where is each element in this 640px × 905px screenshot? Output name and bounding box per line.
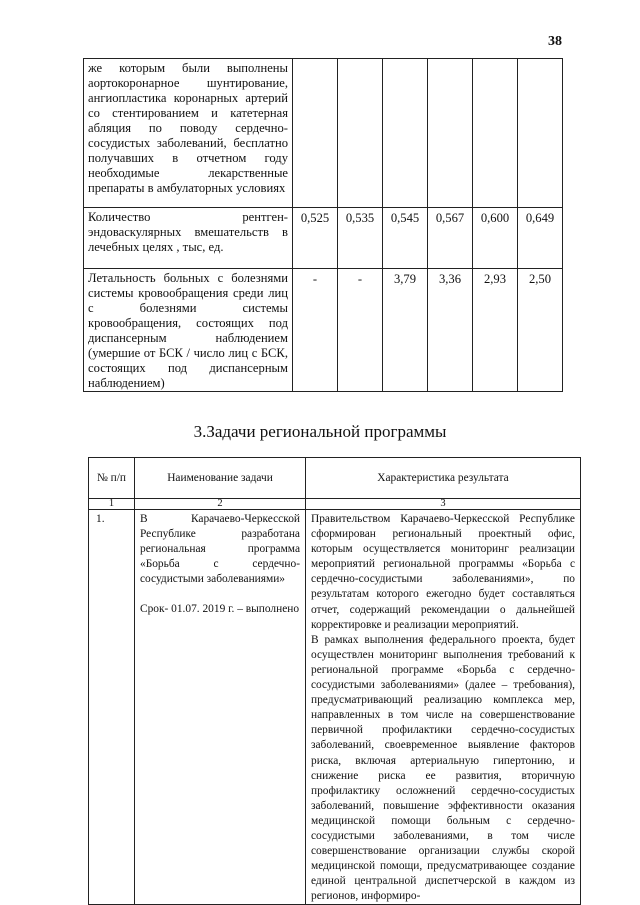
indicator-name: Летальность больных с болезнями системы кровообращения среди лиц с болезнями системы кровообращения, состоящих под диспансерным наблюдением (умершие от БСК / число лиц с БСК, состоящих под диспансерным наблюдением) bbox=[84, 269, 293, 392]
indicator-value bbox=[518, 59, 563, 208]
table-row bbox=[84, 269, 563, 392]
indicator-value: 0,545 bbox=[383, 208, 428, 269]
header-result: Характеристика результата bbox=[306, 458, 581, 499]
column-number: 3 bbox=[306, 499, 581, 510]
indicator-value bbox=[383, 59, 428, 208]
indicator-value bbox=[428, 59, 473, 208]
result-paragraph: В рамках выполнения федерального проекта, будет осуществлен мониторинг выполнения требований к региональной программе «Борьба с сердечно-сосудистыми заболеваниями» (далее – требования), предусматривающий реализацию комплекса мер, направленных в том числе на совершенствование первичной профилактики сердечно-сосудистых заболеваний, своевременное выявление факторов риска, включая артериальную гипертонию, и снижение риска ее развития, вторичную профилактику осложнений сердечно-сосудистых заболеваний, повышение эффективности оказания медицинской помощи больным с сердечно-сосудистыми заболеваниями, в том числе совершенствование организации службы скорой медицинской помощи, предусматривающее создание единой центральной диспетчерской в каждом из регионов, информиро- bbox=[311, 633, 575, 903]
indicator-value: 3,79 bbox=[383, 269, 428, 392]
result-paragraph: Правительством Карачаево-Черкесской Республике сформирован региональный проектный офис, которым осуществляется мониторинг реализации мероприятий региональной программы «Борьба с сердечно-сосудистыми заболеваниями», по результатам которого ежегодно будет составляться отчет, содержащий рекомендации о дальнейшей корректировке и реализации мероприятий. bbox=[311, 513, 575, 631]
tasks-table bbox=[88, 457, 581, 905]
column-numbers-row bbox=[89, 499, 581, 510]
indicator-value: 0,525 bbox=[293, 208, 338, 269]
indicator-value: 3,36 bbox=[428, 269, 473, 392]
header-task-name: Наименование задачи bbox=[135, 458, 306, 499]
task-number: 1. bbox=[89, 510, 135, 905]
indicator-value: 0,535 bbox=[338, 208, 383, 269]
column-number: 2 bbox=[135, 499, 306, 510]
indicator-value: 0,649 bbox=[518, 208, 563, 269]
indicator-value: 2,93 bbox=[473, 269, 518, 392]
table-row bbox=[89, 510, 581, 905]
indicator-name: Количество рентген-эндоваскулярных вмешательств в лечебных целях , тыс, ед. bbox=[84, 208, 293, 269]
indicator-value: 0,567 bbox=[428, 208, 473, 269]
indicator-value: - bbox=[293, 269, 338, 392]
indicator-value: 0,600 bbox=[473, 208, 518, 269]
section-title: 3.Задачи региональной программы bbox=[193, 422, 447, 441]
indicator-value bbox=[473, 59, 518, 208]
indicator-value: 2,50 bbox=[518, 269, 563, 392]
indicator-value: - bbox=[338, 269, 383, 392]
column-number: 1 bbox=[89, 499, 135, 510]
page-number: 38 bbox=[548, 34, 562, 49]
result-cell bbox=[306, 510, 581, 905]
table-row bbox=[84, 59, 563, 208]
table-header-row bbox=[89, 458, 581, 499]
indicator-value bbox=[293, 59, 338, 208]
indicators-table bbox=[83, 58, 563, 392]
header-number: № п/п bbox=[89, 458, 135, 499]
task-name: В Карачаево-Черкесской Республике разработана региональная программа «Борьба с сердечно-сосудистыми заболеваниями» bbox=[140, 513, 300, 586]
indicator-name: же которым были выполнены аортокоронарное шунтирование, ангиопластика коронарных артерий со стентированием и катетерная абляция по поводу сердечно-сосудистых заболеваний, бесплатно получавших в отчетном году необходимые лекарственные препараты в амбулаторных условиях bbox=[84, 59, 293, 208]
table-row bbox=[84, 208, 563, 269]
task-deadline: Срок- 01.07. 2019 г. – выполнено bbox=[140, 603, 300, 616]
indicator-value bbox=[338, 59, 383, 208]
task-cell bbox=[135, 510, 306, 905]
